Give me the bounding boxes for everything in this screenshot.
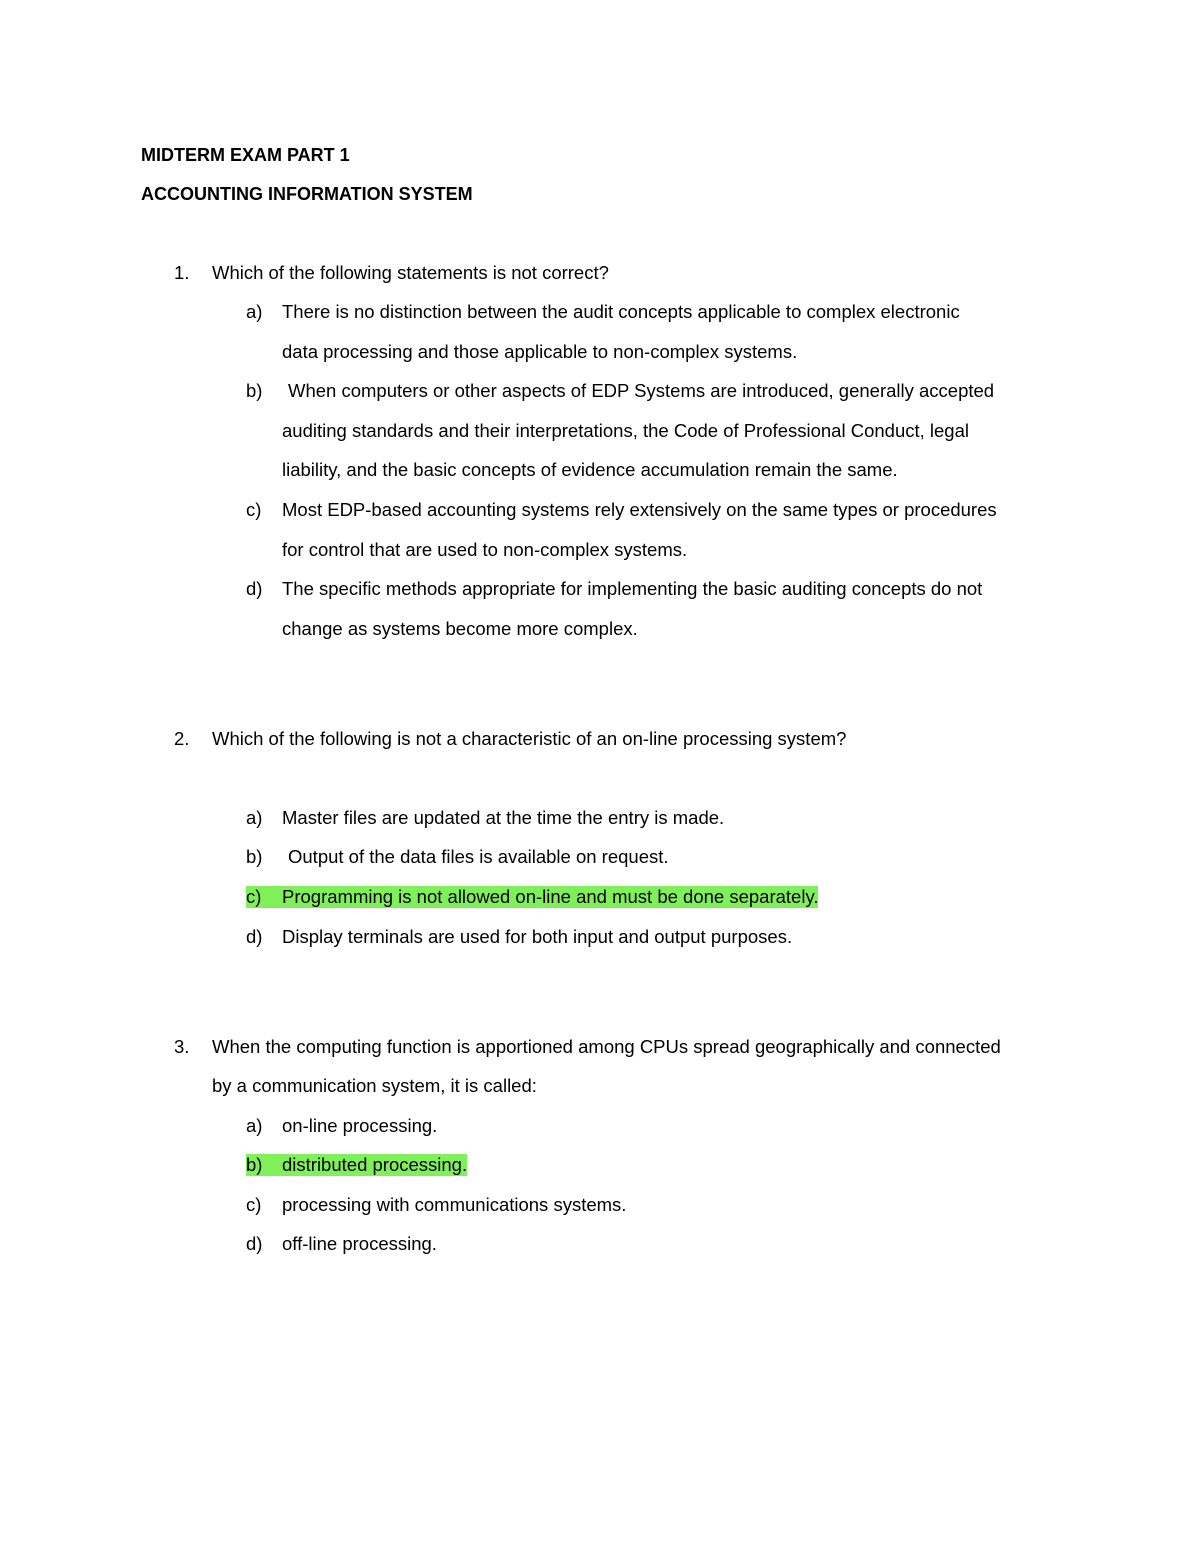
option-label: d) <box>246 578 263 599</box>
option-text: data processing and those applicable to non-complex systems. <box>282 341 798 362</box>
option-label: c) <box>246 499 262 520</box>
option-text: There is no distinction between the audit concepts applicable to complex electronic <box>282 301 960 322</box>
option-text: Output of the data files is available on request. <box>288 846 669 867</box>
exam-title: MIDTERM EXAM PART 1 <box>141 145 350 165</box>
option-text: change as systems become more complex. <box>282 618 638 639</box>
question-number: 1. <box>174 262 190 283</box>
option-label: d) <box>246 926 263 947</box>
subject-heading: ACCOUNTING INFORMATION SYSTEM <box>141 184 473 204</box>
option-label: b) <box>246 846 263 867</box>
option-text: liability, and the basic concepts of evidence accumulation remain the same. <box>282 459 898 480</box>
option-text: Most EDP-based accounting systems rely extensively on the same types or procedures <box>282 499 997 520</box>
option-text: auditing standards and their interpretations, the Code of Professional Conduct, legal <box>282 420 969 441</box>
question-text: Which of the following statements is not correct? <box>212 262 609 283</box>
option-text: off-line processing. <box>282 1233 437 1254</box>
option-text: When computers or other aspects of EDP Systems are introduced, generally accepted <box>288 380 995 401</box>
question-number: 2. <box>174 728 190 749</box>
option-text: Master files are updated at the time the entry is made. <box>282 807 725 828</box>
option-text: Display terminals are used for both input and output purposes. <box>282 926 793 947</box>
question-text: Which of the following is not a characteristic of an on-line processing system? <box>212 728 847 749</box>
option-text: on-line processing. <box>282 1115 438 1136</box>
option-label: b) <box>246 380 263 401</box>
option-text: Programming is not allowed on-line and must be done separately. <box>282 886 819 907</box>
option-label: b) <box>246 1154 263 1175</box>
option-text: processing with communications systems. <box>282 1194 627 1215</box>
option-text: for control that are used to non-complex systems. <box>282 539 688 560</box>
option-label: d) <box>246 1233 263 1254</box>
option-label: a) <box>246 807 263 828</box>
highlighted-answer <box>246 886 818 908</box>
question-text: When the computing function is apportioned among CPUs spread geographically and connected <box>212 1036 1001 1057</box>
question-number: 3. <box>174 1036 190 1057</box>
option-label: c) <box>246 886 262 907</box>
option-label: c) <box>246 1194 262 1215</box>
option-text: distributed processing. <box>282 1154 468 1175</box>
option-label: a) <box>246 1115 263 1136</box>
option-label: a) <box>246 301 263 322</box>
question-text: by a communication system, it is called: <box>212 1075 537 1096</box>
highlighted-answer <box>246 1154 467 1176</box>
option-text: The specific methods appropriate for implementing the basic auditing concepts do not <box>282 578 983 599</box>
